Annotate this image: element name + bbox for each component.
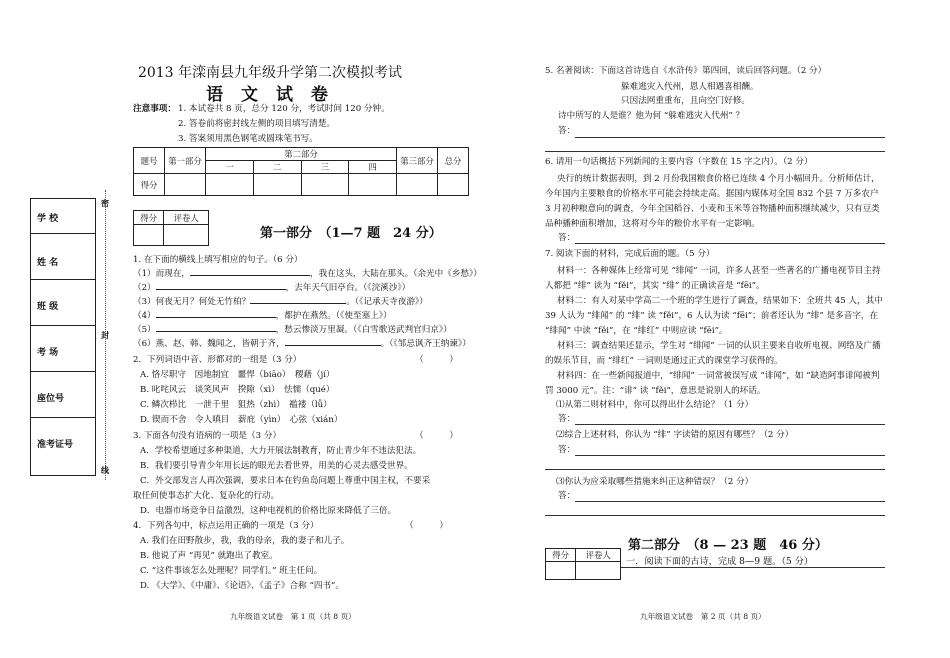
q4-answer-paren[interactable]: （ ） [405,521,448,531]
q2-option-b: B. 叱咤风云 谈笑风声 揆隙（xì） 怯懦（qué） [140,385,335,395]
score-table-total: 总分 [438,148,469,174]
q4-stem: 4．下列各句中，标点运用正确的一项是（3 分） [133,521,319,531]
note-1: 1. 本试卷共 8 页，总分 120 分，考试时间 120 分钟。 [178,104,390,114]
score-table-score-row: 得分 [134,174,165,196]
grader-name-cell[interactable] [164,225,209,246]
grader-name-label: 评卷人 [164,211,209,225]
score-cell[interactable] [438,174,469,196]
q3-option-b: B．我们要引导青少年用长远的眼光去看世界，用美的心灵去感受世界。 [140,461,413,471]
score-table-part3: 第三部分 [397,148,438,174]
grader-box [133,210,209,246]
q3-option-c2: 取任何使事态扩大化、复杂化的行动。 [133,491,280,501]
q1-blank5[interactable] [156,331,276,332]
q1-line4: （4） ，都护在燕然。（《使至塞上》） [133,311,392,321]
student-info-box [30,198,96,476]
q7-sub2-answer-line[interactable] [575,455,885,456]
q5-stem: 5. 名著阅读：下面这首诗选自《水浒传》第四回，读后回答问题。（2 分） [545,66,827,76]
q3-option-d: D．电器市场竞争日益激烈，这种电视机的价格比原来降低了三倍。 [140,506,397,516]
q5-answer-line[interactable] [545,151,885,152]
q1-line3: （3）何夜无月？何处无竹柏？ 。（《记承天寺夜游》） [133,297,428,307]
q1-line1: （1）而现在， ，我在这头，大陆在那头。（余光中《乡愁》） [133,269,482,279]
grader-score-label: 得分 [546,549,576,562]
q7-sub3-answer-line[interactable] [545,515,885,516]
q1-blank1[interactable] [190,275,310,276]
score-cell[interactable] [301,174,349,196]
q7-sub2: ⑵综合上述材料，你认为 “绯” 字读错的原因有哪些？（2 分） [556,430,794,440]
q2-answer-paren[interactable]: （ ） [415,355,458,365]
score-table [133,147,469,196]
exam-subtitle: 语 文 试 卷 [206,85,334,105]
score-cell[interactable] [253,174,301,196]
seat-number-label: 座位号 [37,394,65,404]
q3-stem: 3. 下面各句没有语病的一项是（3 分） [133,431,282,441]
q1-blank3[interactable] [250,303,346,304]
score-cell[interactable] [165,174,206,196]
school-label: 学 校 [37,214,59,224]
q5-poem-line2: 只因法网重重布，且向空门好修。 [621,96,750,106]
q1-blank2[interactable] [156,289,286,290]
q7-sub2-answer-line[interactable] [545,469,885,470]
q2-option-a: A. 恪尽职守 因地制宜 噩悍（biāo） 稷藉（jí） [140,370,335,380]
part2-section1-instruction: 一．阅读下面的古诗，完成 8—9 题。（5 分） [626,556,814,567]
footer-right: 九年级语文试卷 第 2 页（共 8 页） [640,612,766,621]
q2-stem: 2．下列词语中音、形都对的一组是（3 分） [133,355,302,365]
notes-label: 注意事项： [133,104,176,114]
score-table-sub3: 三 [301,161,349,174]
q6-stem: 6. 请用一句话概括下列新闻的主要内容（字数在 15 字之内）。（2 分） [545,157,813,167]
q4-option-b: B. 他说了声 “再见” 就跑出了教室。 [140,551,278,561]
q6-answer-label: 答： [558,233,576,243]
part2-divider [621,567,885,568]
q1-stem: 1. 在下面的横线上填写相应的句子。（6 分） [133,255,303,265]
grader-name-cell[interactable] [576,562,621,580]
score-table-sub2: 二 [253,161,301,174]
seal-char-xian: 线 [101,465,109,475]
note-2: 2. 答卷前将密封线左侧的项目填写清楚。 [178,119,336,129]
q4-option-d: D. 《大学》、《中庸》、《论语》、《孟子》合称 “四书”。 [140,581,345,591]
seal-char-mi: 密 [101,198,109,208]
q5-answer-label: 答： [558,126,576,136]
q2-option-d: D. 锲而不舍 令人嗔目 薪庇（yìn） 心弦（xián） [140,415,343,425]
q7-sub1: ⑴从第二则材料中，你可以得出什么结论？（1 分） [556,400,754,410]
q1-line5: （5） ，愁云惨淡万里凝。（《白雪歌送武判官归京》） [133,325,452,335]
q7-material-1: 材料一：各种媒体上经常可见 “绯闻” 一词，许多人甚至一些著名的广播电视节目主持人都把 “绯” 读为 “fěi”，其实 “绯” 的正确读音是 “fēi”。 [545,266,881,291]
q5-answer-line[interactable] [575,137,885,138]
exam-title: 2013 年滦南县九年级升学第二次模拟考试 [137,65,403,81]
q6-news-text: 央行的统计数据表明，到 2 月份我国粮食价格已连续 4 个月小幅回升。分析师估计，今年国内主要粮食的价格水平可能会持续走高。据国内媒体对全国 832 个县 7 万多农户 3 月初种粮意向的调查，今年全国稻谷、小麦和玉米等谷物播种面积继续减少，只有豆类品种播种面积增加，这将对今年的粮价水平有一定影响。 [545,174,880,229]
q5-poem-line1: 躲难逃灾入代州，恩人相遇喜相酬。 [621,82,759,92]
q7-sub3-answer-line[interactable] [575,501,885,502]
score-table-sub4: 四 [349,161,397,174]
q3-option-c1: C．外交部发言人再次强调，要求日本在钓鱼岛问题上尊重中国主权，不要采 [140,476,431,486]
q4-option-a: A. 我们在田野散步，我，我的母亲，我的妻子和儿子。 [140,536,350,546]
grader-score-cell[interactable] [546,562,576,580]
footer-left: 九年级语文试卷 第 1 页（共 8 页） [230,612,356,621]
exam-room-label: 考 场 [37,348,59,358]
note-3: 3. 答案须用黑色钢笔或圆珠笔书写。 [178,134,318,144]
q7-material-2: 材料二：有人对某中学高二一个班的学生进行了调查，结果如下：全班共 45 人，其中 39 人认为 “绯闻” 的 “绯” 读 “fěi”，6 人认为读 “fēi”；前者还认为 “绯” 是多音字，在 “绯闻” 中读 “fěi”，在 “绯红” 中则应读 “fēi”。 [545,296,883,336]
score-cell[interactable] [349,174,397,196]
grader-score-cell[interactable] [134,225,164,246]
q1-blank4[interactable] [156,317,276,318]
q7-sub3: ⑶你认为应采取哪些措施来纠正这种错误？（2 分） [556,477,754,487]
q5-question: 诗中所写的人是谁？他为何 “躲难逃灾入代州” ？ [558,111,745,121]
q7-sub1-answer-line[interactable] [575,424,885,425]
q7-sub2-answer-label: 答： [558,445,576,455]
score-cell[interactable] [397,174,438,196]
score-table-part1: 第一部分 [165,148,206,174]
ticket-number-label: 准考证号 [37,440,74,450]
q7-material-3: 材料三：调查结果还显示，学生对 “绯闻” 一词的认识主要来自收听电视、网络及广播的娱乐节目，而 “绯红” 一词则是通过正式的课堂学习获得的。 [545,341,881,366]
grader-box-part2 [545,548,621,580]
q1-line2: （2） ，去年天气旧亭台。（《浣溪沙》） [133,283,411,293]
q3-option-a: A．学校希望通过多种渠道，大力开展法制教育，防止青少年不违法犯法。 [140,446,422,456]
q7-stem: 7. 阅读下面的材料，完成后面的题。（5 分） [545,249,715,259]
q1-line6: （6）燕、赵、韩、魏闻之，皆朝于齐， 。（《邹忌讽齐王纳谏》） [133,339,471,349]
q7-sub3-answer-label: 答： [558,491,576,501]
grader-name-label: 评卷人 [576,549,621,562]
score-table-part2: 第二部分 [206,148,397,161]
part2-title: 第二部分 （8 — 23 题 46 分） [628,538,828,553]
score-table-sub1: 一 [206,161,254,174]
q4-option-c: C. “这件事该怎么处理呢？同学们。” 班主任问。 [140,566,323,576]
part1-title: 第一部分 （1—7 题 24 分） [260,226,442,241]
q6-answer-line[interactable] [575,243,885,244]
score-cell[interactable] [206,174,254,196]
grader-score-label: 得分 [134,211,164,225]
q7-sub1-answer-label: 答： [558,414,576,424]
score-table-header: 题号 [134,148,165,174]
seal-char-feng: 封 [101,330,109,340]
q3-answer-paren[interactable]: （ ） [415,431,458,441]
q1-blank6[interactable] [285,345,381,346]
q2-option-c: C. 鳞次栉比 一泄千里 狙热（zhì） 褴褛（lǚ） [140,400,332,410]
name-label: 姓 名 [37,258,59,268]
class-label: 班 级 [37,302,59,312]
q7-material-4: 材料四：在一些新闻报道中，“绯闻” 一词常被误写成 “诽闻”，如 “缺造阿事诽闻被判罚 3000 元”。注：“诽” 读 “fěi”，意思是说别人的坏话。 [545,371,880,396]
